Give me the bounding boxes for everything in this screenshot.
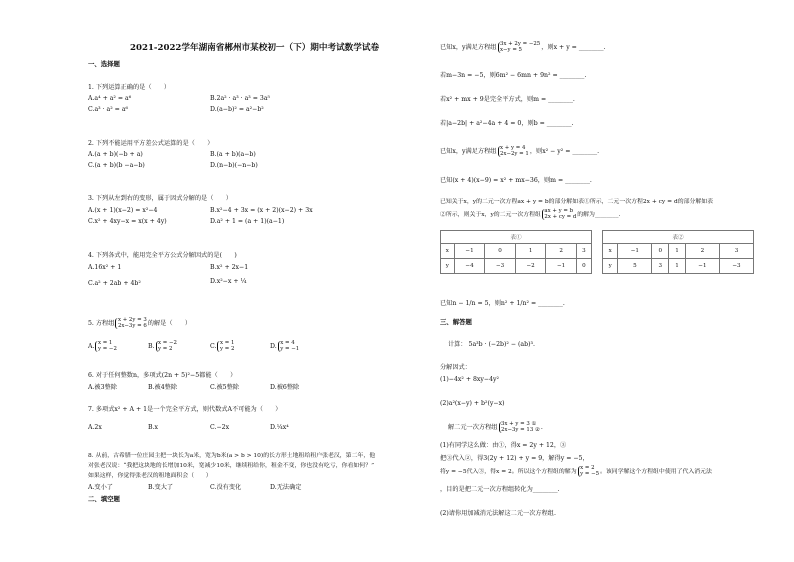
- q6-option-c: C.被5整除: [210, 384, 239, 391]
- q5-d-x: x = 4: [280, 340, 295, 346]
- q19-step-d: ，目的是把二元一次方程组转化为________.: [440, 486, 560, 493]
- table1-cell: 3: [576, 244, 591, 259]
- right-column: [434, 0, 754, 562]
- q12: 若|a−2b| + a²−4a + 4 = 0，则b = ________.: [440, 120, 574, 127]
- table2-cell: 5: [618, 259, 652, 274]
- q7-option-d: D.¼x⁴: [270, 424, 289, 431]
- q7-option-a: A.2x: [88, 424, 102, 431]
- q19-sol-y: y = −5: [580, 470, 600, 477]
- q19-eq2: 2x−3y = 13 ②: [501, 426, 540, 433]
- q9-post: ，则x + y = ________.: [541, 44, 606, 52]
- q15-line1: 已知关于x，y的二元一次方程ax + y = b的部分解如表①所示，二元一次方程2x + cy = d的部分解如表: [440, 199, 714, 205]
- table1-cell: −1: [546, 259, 577, 274]
- table1-y-label: y: [441, 259, 455, 274]
- q2-option-b: B.(a + b)(a−b): [210, 151, 256, 158]
- q5-c-x: x = 1: [219, 340, 235, 346]
- q2-option-a: A.(a + b)(−b + a): [88, 151, 143, 158]
- q19-pre: 解二元一次方程组: [448, 424, 498, 432]
- table1-caption: 表①: [441, 231, 592, 244]
- q1-stem: 1. 下列运算正确的是（ ）: [88, 84, 171, 91]
- table2-cell: −1: [685, 259, 719, 274]
- q1-option-b: B.2a² · a³ · a³ = 3a⁵: [210, 95, 270, 102]
- section-fill-heading: 二、填空题: [88, 495, 120, 503]
- table2-y-label: y: [603, 259, 618, 274]
- q8-line1: 8. 从前，古希腊一位庄园主把一块长为a米，宽为b米(a > b > 10)的长方形土地租给租户张老汉，第二年，他: [88, 453, 376, 459]
- q5-b-y: y = 2: [158, 345, 173, 352]
- q17: 计算： 5a³b · (−2b)² − (ab)³.: [448, 341, 535, 348]
- q8-line2: 对张老汉说：“我把这块地的长增加10米，宽减少10米，继续租给你，租金不变，你也没有吃亏，你看如何？”: [88, 463, 375, 469]
- q13-system-brace: [498, 146, 529, 157]
- q19-part2: (2)请你用加减消元法解这二元一次方程组.: [440, 510, 556, 517]
- table1-cell: 2: [546, 244, 577, 259]
- table1-cell: 0: [485, 244, 516, 259]
- q5-stem: [88, 318, 191, 329]
- q19-c-pre: 将y = −5代入③，得x = 2。所以这个方程组的解为: [440, 469, 577, 476]
- q19-solution-brace: [578, 466, 599, 477]
- q5-stem-post: 的解是（ ）: [147, 320, 192, 328]
- q3-stem: 3. 下列从左到右的变形，属于因式分解的是（ ）: [88, 195, 232, 202]
- solution-table-1: [440, 230, 592, 274]
- q6-stem: 6. 对于任何整数n，多项式(2n + 5)²−5都能（ ）: [88, 372, 237, 379]
- q3-option-c: C.x² + 4xy−x = x(x + 4y): [88, 218, 167, 225]
- q18-title: 分解因式：: [440, 364, 471, 371]
- table1-x-row: [441, 244, 592, 259]
- q18-part2: (2)a²(x−y) + b²(y−x): [440, 400, 505, 407]
- q19-step-a: (1)有同学这么做：由①，得x = 2y + 12，③: [440, 442, 567, 449]
- q1-option-d: D.(a−b)² = a²−b²: [210, 106, 264, 113]
- section-choice-heading: 一、选择题: [88, 60, 120, 68]
- q5-option-d: D.x = 4 y = −1: [270, 340, 300, 352]
- q5-a-x: x = 1: [97, 340, 113, 346]
- q11: 若x² + mx + 9是完全平方式，则m = ________.: [440, 96, 575, 103]
- q5-a-y: y = −2: [97, 345, 117, 352]
- table1-cell: −4: [454, 259, 485, 274]
- q14: 已知(x + 4)(x−9) = x² + mx−36，则m = ________.: [440, 177, 592, 184]
- q19-c-post: 。该同学解这个方程组中使用了代入消元法: [600, 469, 712, 476]
- table1-cell: −3: [485, 259, 516, 274]
- table2-x-row: [603, 244, 754, 259]
- table2-cell: 1: [669, 244, 686, 259]
- q8-option-b: B.变大了: [148, 484, 174, 491]
- q19-stem: [448, 422, 543, 433]
- q9: [440, 42, 606, 53]
- q10: 若m−3n = −5，则6m² − 6mn + 9n² = ________.: [440, 72, 587, 79]
- table1-cell: 0: [576, 259, 591, 274]
- q4-option-d: D.x²−x + ¼: [210, 278, 247, 285]
- q5-eq2: 2x−3y = 6: [117, 322, 147, 329]
- q19-eq1: 3x + y = 3 ①: [501, 421, 537, 427]
- q7-stem: 7. 多项式x² + A + 1是一个完全平方式，则代数式A不可能为（ ）: [88, 406, 282, 413]
- q9-system-brace: [498, 42, 541, 53]
- q6-option-a: A.被3整除: [88, 384, 117, 391]
- q7-option-c: C.−2x: [210, 424, 230, 431]
- q5-option-b: B.x = −2 y = 2: [148, 340, 177, 352]
- q19-step-b: 把③代入②，得3(2y + 12) + y = 9，解得y = −5，: [440, 455, 589, 462]
- q19-step-c: [440, 466, 712, 477]
- q9-pre: 已知x，y满足方程组: [440, 44, 497, 52]
- q3-option-a: A.(x + 1)(x−2) = x²−4: [88, 207, 158, 214]
- q5-d-y: y = −1: [280, 345, 300, 352]
- q1-option-a: A.a⁴ + a² = a⁶: [88, 95, 132, 102]
- q4-option-a: A.16x² + 1: [88, 264, 122, 271]
- q13-pre: 已知x，y满足方程组: [440, 148, 497, 156]
- table1-x-label: x: [441, 244, 455, 259]
- q19-sol-x: x = 2: [580, 465, 595, 471]
- q4-option-c: C.a² + 2ab + 4b²: [88, 280, 141, 287]
- table2-caption: 表②: [603, 231, 754, 244]
- section-solve-heading: 三、解答题: [440, 318, 472, 326]
- q9-eq2: x−y = 5: [500, 46, 522, 53]
- q3-option-d: D.a² + 1 = (a + 1)(a−1): [210, 218, 285, 225]
- q5-option-c: C.x = 1 y = 2: [210, 340, 235, 352]
- table1-cell: −1: [454, 244, 485, 259]
- q8-line3: 如果这样，你觉得张老汉的租地面积会（ ）: [88, 473, 212, 479]
- table2-cell: 3: [652, 259, 669, 274]
- q15-pre: ②所示，则关于x，y的二元一次方程组: [440, 212, 541, 219]
- table2-cell: 2: [685, 244, 719, 259]
- table1-cell: −2: [515, 259, 546, 274]
- q2-stem: 2. 下列不能运用平方差公式运算的是（ ）: [88, 140, 214, 147]
- q15-eq2: 2x + cy = d: [544, 213, 577, 220]
- q15-line2: [440, 209, 620, 220]
- q15-system-brace: [542, 209, 576, 220]
- q13-eq1: x + y = 4: [500, 145, 526, 151]
- table2-cell: −3: [719, 259, 753, 274]
- table2-cell: −1: [618, 244, 652, 259]
- q7-option-b: B.x: [148, 424, 159, 431]
- q2-option-c: C.(a + b)(b −a−b): [88, 162, 145, 169]
- q6-option-b: B.被4整除: [148, 384, 178, 391]
- q4-stem: 4. 下列各式中，能用完全平方公式分解因式的是( ): [88, 252, 237, 259]
- q18-part1: (1)−4x² + 8xy−4y²: [440, 376, 499, 383]
- q5-eq1: x + 2y = 3: [117, 317, 147, 323]
- q5-b-x: x = −2: [158, 340, 177, 346]
- solution-table-2: [602, 230, 754, 274]
- q5-system-brace: [115, 318, 146, 329]
- table2-cell: 3: [719, 244, 753, 259]
- q8-option-d: D.无法确定: [270, 484, 302, 491]
- q16: 已知n − 1/n = 5，则n² + 1/n² = ________.: [440, 300, 565, 307]
- q19-post: .: [540, 424, 543, 432]
- left-column: [88, 0, 410, 562]
- q9-eq1: 3x + 2y = −25: [500, 41, 541, 47]
- q13: [440, 146, 599, 157]
- q13-post: ，则x² − y² = ________.: [529, 148, 600, 156]
- page-title: 2021-2022学年湖南省郴州市某校初一（下）期中考试数学试卷: [130, 43, 380, 53]
- q5-option-a: A.x = 1 y = −2: [88, 340, 117, 352]
- table2-cell: 1: [669, 259, 686, 274]
- table2-x-label: x: [603, 244, 618, 259]
- q15-post: 的解为________.: [577, 212, 621, 219]
- q3-option-b: B.x²−4 + 3x = (x + 2)(x−2) + 3x: [210, 207, 313, 214]
- table1-cell: 1: [515, 244, 546, 259]
- table2-cell: 0: [652, 244, 669, 259]
- q1-option-c: C.a³ · a² = a⁶: [88, 106, 129, 113]
- q13-eq2: 2x−2y = 1: [500, 150, 529, 157]
- q4-option-b: B.x² + 2x−1: [210, 264, 249, 271]
- table2-y-row: [603, 259, 754, 274]
- q2-option-d: D.(n−b)(−n−b): [210, 162, 258, 169]
- q8-option-c: C.没有变化: [210, 484, 242, 491]
- table1-y-row: [441, 259, 592, 274]
- q5-c-y: y = 2: [219, 345, 235, 352]
- q15-eq1: ax + y = b: [544, 208, 574, 214]
- q5-stem-pre: 5. 方程组: [88, 320, 115, 328]
- q6-option-d: D.被6整除: [270, 384, 300, 391]
- q19-system-brace: [499, 422, 540, 433]
- q8-option-a: A.变小了: [88, 484, 113, 491]
